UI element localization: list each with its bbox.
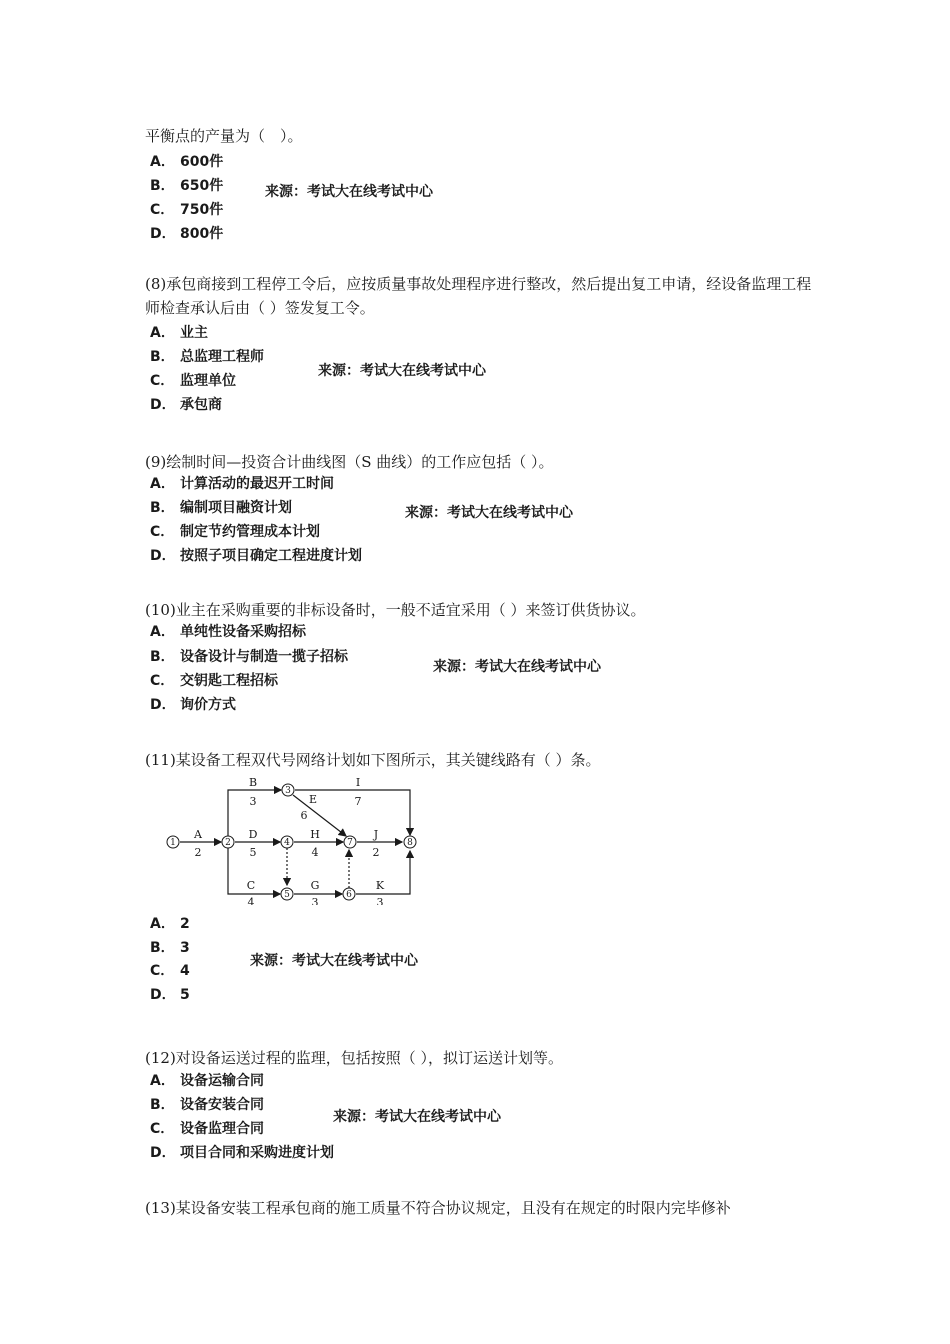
activity-duration: 2	[372, 846, 380, 859]
option-b: B． 3	[150, 940, 190, 956]
network-diagram	[158, 775, 428, 905]
question-stem: 平衡点的产量为（ ）。	[145, 127, 303, 145]
option-d: D． 承包商	[150, 397, 222, 413]
node-label: 4	[284, 838, 290, 848]
node-label: 2	[225, 838, 231, 848]
node-label: 1	[170, 838, 176, 848]
option-a: A． 单纯性设备采购招标	[150, 624, 306, 640]
activity-name: D	[248, 828, 258, 841]
option-a: A． 2	[150, 916, 190, 932]
activity-name: I	[355, 776, 361, 789]
activity-name: B	[248, 776, 258, 789]
question-8	[145, 272, 815, 320]
question-7	[145, 124, 815, 148]
activity-duration: 4	[311, 846, 319, 859]
activity-duration: 4	[247, 896, 255, 905]
question-stem: (9)绘制时间—投资合计曲线图（S 曲线）的工作应包括（ ）。	[145, 453, 554, 471]
activity-duration: 6	[300, 809, 308, 822]
activity-name: K	[375, 879, 385, 892]
question-stem: (8)承包商接到工程停工令后，应按质量事故处理程序进行整改，然后提出复工申请，经设备监理工程师检查承认后由（ ）签发复工令。	[145, 275, 812, 317]
source-note: 来源：考试大在线考试中心	[333, 1109, 501, 1125]
source-note: 来源：考试大在线考试中心	[405, 505, 573, 521]
source-note: 来源：考试大在线考试中心	[250, 953, 418, 969]
option-d: D． 按照子项目确定工程进度计划	[150, 548, 362, 564]
activity-name: A	[194, 828, 202, 841]
activity-duration: 2	[194, 846, 202, 859]
question-stem: (12)对设备运送过程的监理，包括按照（ ），拟订运送计划等。	[145, 1049, 564, 1067]
source-note: 来源：考试大在线考试中心	[265, 184, 433, 200]
activity-name: C	[246, 879, 256, 892]
question-9	[145, 450, 815, 474]
option-a: A． 计算活动的最迟开工时间	[150, 476, 334, 492]
activity-duration: 3	[311, 896, 319, 905]
activity-name: J	[373, 828, 379, 841]
option-a: A． 设备运输合同	[150, 1073, 264, 1089]
option-c: C． 设备监理合同	[150, 1121, 264, 1137]
question-12	[145, 1046, 815, 1070]
option-d: D． 项目合同和采购进度计划	[150, 1145, 334, 1161]
option-c: C． 监理单位	[150, 373, 236, 389]
option-c: C． 制定节约管理成本计划	[150, 524, 320, 540]
option-c: C． 交钥匙工程招标	[150, 673, 278, 689]
option-d: D． 询价方式	[150, 697, 236, 713]
source-note: 来源：考试大在线考试中心	[318, 363, 486, 379]
option-b: B． 设备设计与制造一揽子招标	[150, 649, 348, 665]
node-label: 5	[284, 890, 290, 900]
option-d: D． 5	[150, 987, 190, 1003]
node-label: 8	[407, 838, 413, 848]
activity-duration: 3	[249, 795, 257, 808]
question-stem: (11)某设备工程双代号网络计划如下图所示，其关键线路有（ ）条。	[145, 751, 601, 769]
question-stem: (10)业主在采购重要的非标设备时，一般不适宜采用（ ）来签订供货协议。	[145, 601, 646, 619]
option-b: B． 编制项目融资计划	[150, 500, 292, 516]
option-a: A． 600件	[150, 154, 224, 170]
option-c: C． 750件	[150, 202, 224, 218]
node-label: 3	[285, 786, 291, 796]
option-b: B． 总监理工程师	[150, 349, 264, 365]
question-11	[145, 748, 815, 772]
option-c: C． 4	[150, 963, 190, 979]
activity-duration: 5	[249, 846, 257, 859]
option-a: A． 业主	[150, 325, 208, 341]
source-note: 来源：考试大在线考试中心	[433, 659, 601, 675]
activity-duration: 3	[376, 896, 384, 905]
option-b: B． 设备安装合同	[150, 1097, 264, 1113]
option-b: B． 650件	[150, 178, 224, 194]
node-label: 6	[346, 890, 352, 900]
node-label: 7	[347, 838, 353, 848]
activity-name: G	[310, 879, 320, 892]
activity-duration: 7	[354, 795, 362, 808]
question-10	[145, 598, 815, 622]
question-stem: (13)某设备安装工程承包商的施工质量不符合协议规定，且没有在规定的时限内完毕修补	[145, 1199, 731, 1217]
activity-name: E	[308, 793, 318, 806]
question-13	[145, 1196, 815, 1220]
activity-name: H	[310, 828, 320, 841]
option-d: D． 800件	[150, 226, 224, 242]
